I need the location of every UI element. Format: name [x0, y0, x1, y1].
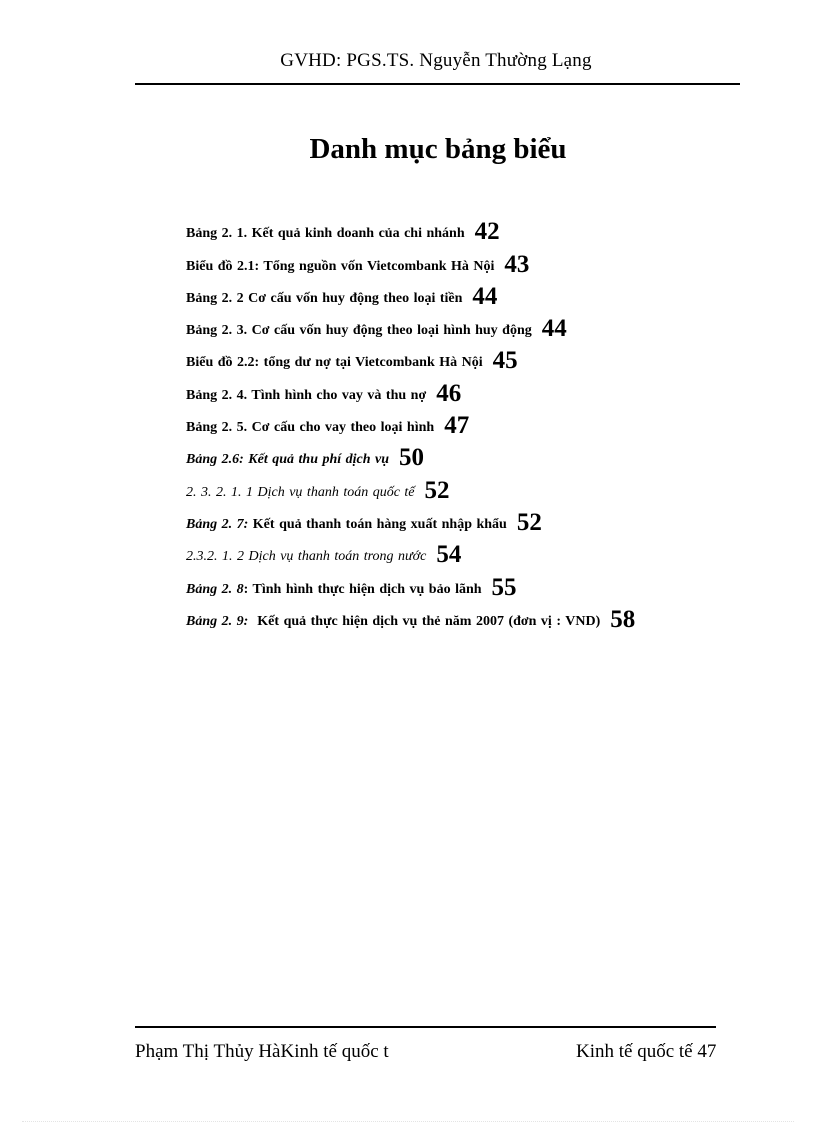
- page-title: Danh mục bảng biểu: [309, 133, 567, 165]
- toc-entry-page: 47: [444, 412, 470, 440]
- toc-entry-text: Kết quả thực hiện dịch vụ thẻ năm 2007 (đơn vị : VND): [257, 613, 601, 629]
- toc-entry-label: Bảng 2. 1. Kết quả kinh doanh của chi nhánh: [186, 226, 465, 242]
- toc-entry[interactable]: [186, 568, 746, 600]
- toc-entry-page: 43: [504, 250, 530, 278]
- toc-entry-page: 42: [474, 218, 500, 246]
- toc-entry-label: Biểu đồ 2.1: Tổng nguồn vốn Vietcombank Hà Nội: [186, 258, 495, 274]
- footer-page-info: Kinh tế quốc tế 47: [576, 1041, 717, 1062]
- toc-entry[interactable]: [186, 471, 746, 503]
- toc-entry[interactable]: [186, 342, 746, 374]
- toc-entry-prefix: Bảng 2. 7:: [186, 516, 249, 532]
- toc-entry-prefix: Bảng 2. 8: [186, 581, 244, 597]
- toc-entry[interactable]: [186, 536, 746, 568]
- toc-entry[interactable]: [186, 310, 746, 342]
- toc-entry-label: 2. 3. 2. 1. 1 Dịch vụ thanh toán quốc tế: [186, 484, 415, 500]
- table-of-figures: [186, 213, 746, 633]
- toc-entry[interactable]: [186, 374, 746, 406]
- toc-entry-page: 44: [541, 315, 567, 343]
- toc-entry-text: Kết quả thanh toán hàng xuất nhập khẩu: [252, 516, 507, 532]
- toc-entry-text: : Tình hình thực hiện dịch vụ bảo lãnh: [243, 581, 482, 597]
- toc-entry-label: Bảng 2.6: Kết quả thu phí dịch vụ: [186, 452, 390, 468]
- toc-entry[interactable]: [186, 278, 746, 310]
- header-divider: [135, 83, 740, 85]
- toc-entry-label: [186, 583, 482, 601]
- toc-entry-label: Biểu đồ 2.2: tổng dư nợ tại Vietcombank Hà Nội: [186, 355, 483, 371]
- toc-entry-label: [186, 518, 507, 536]
- toc-entry-page: 58: [610, 605, 636, 633]
- toc-entry-label: 2.3.2. 1. 2 Dịch vụ thanh toán trong nước: [186, 549, 427, 565]
- toc-entry-label: Bảng 2. 5. Cơ cấu cho vay theo loại hình: [186, 420, 435, 436]
- toc-entry-page: 54: [436, 541, 462, 569]
- toc-entry[interactable]: [186, 213, 746, 245]
- toc-entry[interactable]: [186, 601, 746, 633]
- toc-entry-label: Bảng 2. 2 Cơ cấu vốn huy động theo loại tiền: [186, 290, 463, 306]
- toc-entry-page: 55: [491, 573, 517, 601]
- toc-entry[interactable]: [186, 439, 746, 471]
- toc-entry[interactable]: [186, 245, 746, 277]
- toc-entry-label: Bảng 2. 4. Tình hình cho vay và thu nợ: [186, 387, 427, 403]
- toc-entry-page: 52: [516, 508, 542, 536]
- toc-entry-page: 45: [492, 347, 518, 375]
- toc-entry-page: 44: [472, 282, 498, 310]
- footer-divider: [135, 1026, 716, 1028]
- footer-author: Phạm Thị Thủy HàKinh tế quốc t: [135, 1041, 389, 1062]
- toc-entry[interactable]: [186, 504, 746, 536]
- toc-entry-prefix: Bảng 2. 9:: [186, 613, 249, 629]
- toc-entry-page: 50: [399, 444, 425, 472]
- toc-entry-label: Bảng 2. 3. Cơ cấu vốn huy động theo loại hình huy động: [186, 323, 532, 339]
- toc-entry-page: 46: [436, 379, 462, 407]
- page-bottom-border: [22, 1121, 794, 1122]
- toc-entry[interactable]: [186, 407, 746, 439]
- running-header: GVHD: PGS.TS. Nguyễn Thường Lạng: [280, 50, 592, 71]
- toc-entry-label: [186, 615, 600, 633]
- toc-entry-page: 52: [424, 476, 450, 504]
